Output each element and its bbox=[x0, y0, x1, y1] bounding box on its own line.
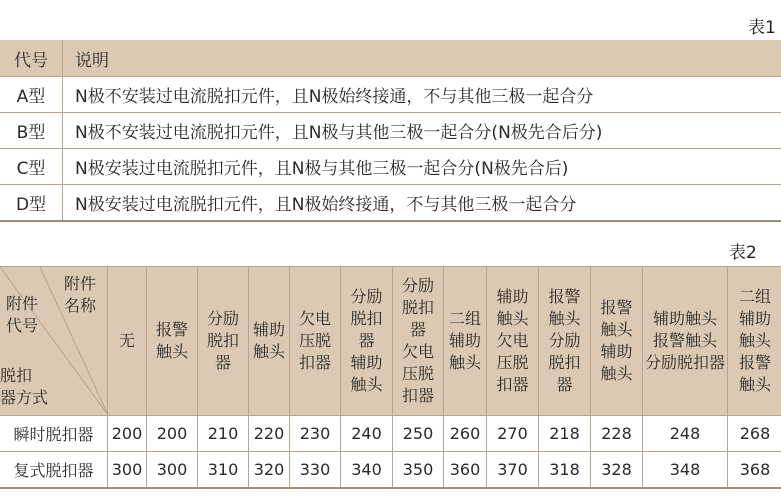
table1-desc-cell: N极安装过电流脱扣元件，且N极与其他三极一起合分(N极先合后) bbox=[63, 149, 781, 185]
table2-cell: 300 bbox=[108, 452, 147, 489]
table2-caption: 表2 bbox=[729, 243, 757, 263]
corner-label-release-type: 脱扣 器方式 bbox=[0, 366, 49, 407]
table2-col-header: 二组 辅助 触头 bbox=[444, 267, 487, 416]
table2-cell: 248 bbox=[643, 416, 728, 452]
table2-cell: 250 bbox=[393, 416, 444, 452]
table2-corner-cell bbox=[0, 267, 108, 416]
table2-col-header: 欠电 压脱 扣器 bbox=[290, 267, 341, 416]
table1-code-cell: B型 bbox=[0, 113, 63, 149]
table2-cell: 210 bbox=[198, 416, 249, 452]
table2-cell: 218 bbox=[539, 416, 591, 452]
table2-row bbox=[0, 452, 781, 489]
table2-cell: 330 bbox=[290, 452, 341, 489]
table2-cell: 340 bbox=[341, 452, 393, 489]
table1-header-code: 代号 bbox=[0, 40, 63, 77]
table2-col-header: 辅助 触头 bbox=[249, 267, 290, 416]
table2-col-header: 分励 脱扣 器 欠电 压脱 扣器 bbox=[393, 267, 444, 416]
table2-cell: 270 bbox=[487, 416, 539, 452]
table2-row-label: 瞬时脱扣器 bbox=[0, 416, 108, 452]
table2-row-label: 复式脱扣器 bbox=[0, 452, 108, 489]
corner-label-accessory-code: 附件 代号 bbox=[6, 294, 39, 335]
table2-cell: 268 bbox=[728, 416, 781, 452]
table2-row bbox=[0, 416, 781, 452]
table2-col-header: 辅助触头 报警触头 分励脱扣器 bbox=[643, 267, 728, 416]
table2-cell: 300 bbox=[147, 452, 198, 489]
table2-cell: 240 bbox=[341, 416, 393, 452]
table2-cell: 310 bbox=[198, 452, 249, 489]
table2-cell: 368 bbox=[728, 452, 781, 489]
table1-caption: 表1 bbox=[748, 18, 776, 38]
table1 bbox=[0, 40, 781, 222]
table1-desc-cell: N极不安装过电流脱扣元件，且N极与其他三极一起合分(N极先合后分) bbox=[63, 113, 781, 149]
table2-cell: 320 bbox=[249, 452, 290, 489]
table2-cell: 260 bbox=[444, 416, 487, 452]
table1-code-cell: A型 bbox=[0, 77, 63, 113]
table2-col-header: 二组 辅助 触头 报警 触头 bbox=[728, 267, 781, 416]
table1-header-row bbox=[0, 40, 781, 77]
table2-cell: 200 bbox=[108, 416, 147, 452]
corner-label-accessory-name: 附件 名称 bbox=[64, 274, 97, 315]
table2-cell: 318 bbox=[539, 452, 591, 489]
table2-col-header: 报警 触头 辅助 触头 bbox=[591, 267, 643, 416]
table2-cell: 230 bbox=[290, 416, 341, 452]
table2-cell: 348 bbox=[643, 452, 728, 489]
table2-header-row bbox=[0, 267, 781, 416]
table1-desc-cell: N极不安装过电流脱扣元件，且N极始终接通，不与其他三极一起合分 bbox=[63, 77, 781, 113]
table2-col-header: 辅助 触头 欠电 压脱 扣器 bbox=[487, 267, 539, 416]
table2-col-header: 无 bbox=[108, 267, 147, 416]
table1-desc-cell: N极安装过电流脱扣元件，且N极始终接通，不与其他三极一起合分 bbox=[63, 185, 781, 222]
table2-col-header: 报警 触头 分励 脱扣 器 bbox=[539, 267, 591, 416]
table2-cell: 228 bbox=[591, 416, 643, 452]
table1-row bbox=[0, 185, 781, 222]
table2-cell: 200 bbox=[147, 416, 198, 452]
table1-row bbox=[0, 77, 781, 113]
table1-code-cell: C型 bbox=[0, 149, 63, 185]
table2-cell: 370 bbox=[487, 452, 539, 489]
table2-col-header: 分励 脱扣 器 bbox=[198, 267, 249, 416]
table2-cell: 360 bbox=[444, 452, 487, 489]
table2-cell: 328 bbox=[591, 452, 643, 489]
table2-cell: 220 bbox=[249, 416, 290, 452]
table2-cell: 350 bbox=[393, 452, 444, 489]
table2-col-header: 报警 触头 bbox=[147, 267, 198, 416]
table1-header-desc: 说明 bbox=[63, 40, 781, 77]
table2-col-header: 分励 脱扣 器 辅助 触头 bbox=[341, 267, 393, 416]
table1-row bbox=[0, 113, 781, 149]
table1-row bbox=[0, 149, 781, 185]
table1-code-cell: D型 bbox=[0, 185, 63, 222]
table2 bbox=[0, 266, 781, 489]
